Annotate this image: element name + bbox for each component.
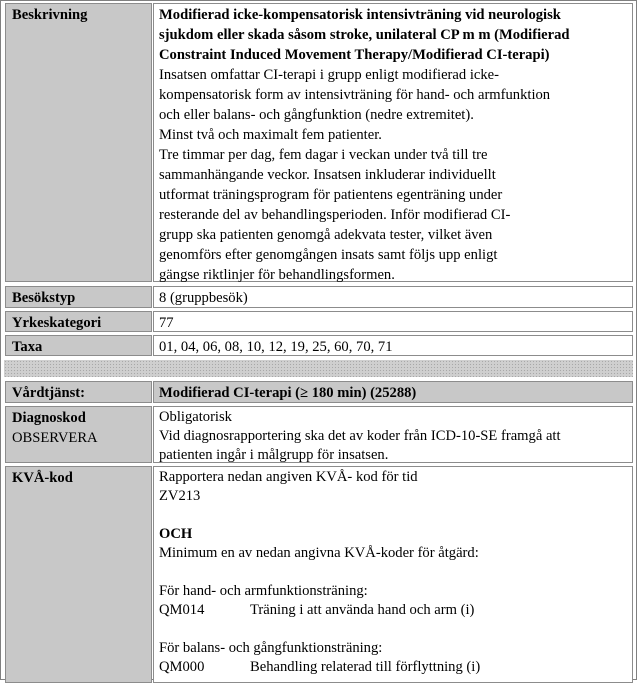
value-yrkeskategori: 77	[153, 311, 633, 332]
body-line: kompensatorisk form av intensivträning för hand- och armfunktion	[159, 87, 551, 103]
diagnoskod-sublabel: OBSERVERA	[12, 430, 98, 446]
kva-intro: Rapportera nedan angiven KVÅ- kod för tid	[159, 469, 418, 485]
title-line: sjukdom eller skada såsom stroke, unilateral CP m m (Modifierad	[159, 27, 570, 43]
body-line: och eller balans- och gångfunktion (nedre extremitet).	[159, 107, 474, 123]
kva-code-desc: Träning i att använda hand och arm (i)	[250, 602, 475, 618]
value-besokstyp: 8 (gruppbesök)	[153, 286, 633, 308]
kva-code: QM000	[159, 659, 205, 675]
row-besokstyp	[1, 284, 636, 309]
kva-group-heading: För balans- och gångfunktionsträning:	[159, 640, 383, 656]
label-vardtjanst: Vårdtjänst:	[5, 381, 152, 403]
kva-time-code: ZV213	[159, 488, 201, 504]
title-line: Constraint Induced Movement Therapy/Modifierad CI-terapi)	[159, 47, 550, 63]
row-diagnoskod	[1, 404, 636, 464]
body-line: Minst två och maximalt fem patienter.	[159, 127, 382, 143]
row-yrkeskategori	[1, 309, 636, 333]
label-taxa: Taxa	[5, 335, 152, 356]
body-line: genomförs efter genomgången insats samt följs upp enligt	[159, 247, 498, 263]
diagnoskod-line: patienten ingår i målgrupp för insatsen.	[159, 447, 389, 463]
label-diagnoskod	[5, 406, 152, 463]
diagnoskod-line: Vid diagnosrapportering ska det av koder från ICD-10-SE framgå att	[159, 428, 561, 444]
body-line: sammanhängande veckor. Insatsen inkluderar individuellt	[159, 167, 496, 183]
kva-code: QM014	[159, 602, 205, 618]
label-besokstyp: Besökstyp	[5, 286, 152, 308]
body-line: Tre timmar per dag, fem dagar i veckan under två till tre	[159, 147, 488, 163]
body-line: Insatsen omfattar CI-terapi i grupp enligt modifierad icke-	[159, 67, 499, 83]
row-vardtjanst	[1, 379, 636, 404]
value-kva	[153, 466, 633, 683]
kva-och: OCH	[159, 526, 193, 542]
kva-code-row	[159, 601, 628, 620]
row-beskrivning	[1, 1, 636, 283]
dotted-separator	[4, 360, 633, 377]
row-taxa	[1, 333, 636, 357]
diagnoskod-label: Diagnoskod	[12, 410, 86, 426]
kva-code-desc: Behandling relaterad till förflyttning (i)	[250, 659, 481, 675]
title-line: Modifierad icke-kompensatorisk intensivträning vid neurologisk	[159, 7, 561, 23]
diagnoskod-line: Obligatorisk	[159, 409, 232, 425]
value-beskrivning	[153, 3, 633, 282]
body-line: resterande del av behandlingsperioden. Inför modifierad CI-	[159, 207, 511, 223]
kva-group-heading: För hand- och armfunktionsträning:	[159, 583, 368, 599]
row-kva	[1, 464, 636, 681]
kva-code-row	[159, 658, 628, 677]
value-vardtjanst: Modifierad CI-terapi (≥ 180 min) (25288)	[153, 381, 633, 403]
label-yrkeskategori: Yrkeskategori	[5, 311, 152, 332]
value-diagnoskod	[153, 406, 633, 463]
kva-minimum: Minimum en av nedan angivna KVÅ-koder för åtgärd:	[159, 545, 479, 561]
body-line: grupp ska patienten genomgå adekvata tester, vilket även	[159, 227, 493, 243]
label-kva: KVÅ-kod	[5, 466, 152, 683]
value-taxa: 01, 04, 06, 08, 10, 12, 19, 25, 60, 70, 71	[153, 335, 633, 356]
body-line: gängse riktlinjer för behandlingsformen.	[159, 267, 395, 283]
body-line: utformat träningsprogram för patientens egenträning under	[159, 187, 503, 203]
label-beskrivning: Beskrivning	[5, 3, 152, 282]
separator-row	[1, 357, 636, 379]
